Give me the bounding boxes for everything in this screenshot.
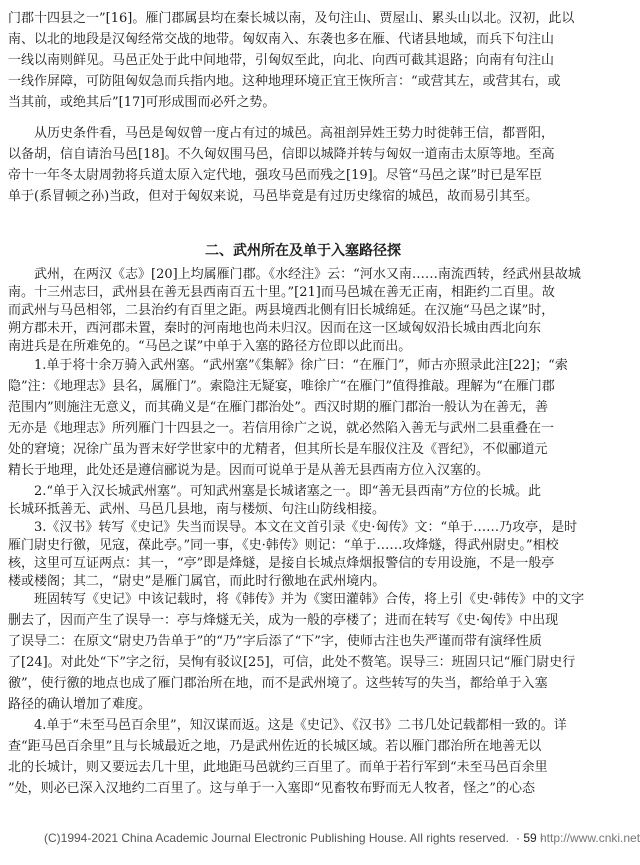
- text-line: 路径的确认增加了难度。: [8, 697, 152, 712]
- text-line: 查“距马邑百余里”且与长城最近之地，乃是武州佐近的长城区域。若以雁门郡治所在地善无以: [8, 739, 542, 754]
- text-line: 武州，在两汉《志》[20]上均属雁门郡。《水经注》云：“河水又南……南流西转，经武州县故城: [34, 267, 581, 282]
- text-line: 单于(系冒顿之孙)当政，但对于匈奴来说，马邑毕竟是有过历史缘宿的城邑，故而易引其至。: [8, 189, 539, 204]
- text-line: 2.“单于入汉长城武州塞”。可知武州塞是长城诸塞之一。即“善无县西南”方位的长城。此: [34, 484, 541, 499]
- text-line: 北的长城计，则又要远去几十里，此地距马邑就约三百里了。而单于若行军到“未至马邑百余里: [8, 760, 548, 775]
- text-line: 无亦是《地理志》所列雁门十四县之一。若信用徐广之说，就必然陷入善无与武州二县重叠在一: [8, 421, 555, 436]
- text-line: 当其前，或绝其后”[17]可形成围而必歼之势。: [8, 95, 276, 110]
- text-line: 从历史条件看，马邑是匈奴曾一度占有过的城邑。高祖剖异姓王势力时徙韩王信，都晋阳，: [34, 126, 555, 141]
- copyright-notice: (C)1994-2021 China Academic Journal Electronic Publishing House. All rights reserved.: [44, 831, 509, 845]
- footer-url: http://www.cnki.net: [540, 831, 640, 845]
- text-line: 南。十三州志曰，武州县在善无县西南百五十里。”[21]而马邑城在善无正南，相距约二百里。故: [8, 285, 555, 300]
- text-line: ”处，则必已深入汉地约二百里了。这与单于一入塞即“见畜牧布野而无人牧者，怪之”的心态: [8, 781, 535, 796]
- text-line: 隐”注：《地理志》县名，属雁门”。索隐注无疑宴，唯徐广“在雁门”值得推敲。理解为“在雁门郡: [8, 379, 555, 394]
- text-line: 了误导二：在原文“尉史乃告单于”的“乃”字后添了“下”字，使师古注也失严谨而带有演绎性质: [8, 634, 542, 649]
- text-line: 1.单于将十余万骑入武州塞。“武州塞”《集解》徐广曰：“在雁门”，师古亦照录此注[22]；“索: [34, 358, 568, 373]
- text-line: 南、以北的地段是汉匈经常交战的地带。匈奴南入、东袭也多在雁、代诸县地域，而兵下句注山: [8, 32, 555, 47]
- text-line: 徼”，使行徼的地点也成了雁门郡治所在地，而不是武州境了。这些转写的失当，都给单于入塞: [8, 676, 548, 691]
- text-line: 雁门尉史行徼，见寇，葆此亭。”同一事，《史·韩传》则记：“单于……攻烽燧，得武州尉史。”相校: [8, 538, 559, 553]
- text-line: 班固转写《史记》中该记载时，将《韩传》并为《窦田灌韩》合传，将上引《史·韩传》中的文字: [34, 592, 585, 607]
- text-line: 门郡十四县之一”[16]。雁门郡属县均在秦长城以南，及句注山、贾屋山、累头山以北。汉初，此以: [8, 11, 575, 26]
- text-line: 南进兵是在所难免的。“马邑之谋”中单于入塞的路径方位即以此而出。: [8, 339, 412, 354]
- text-line: 了[24]。对此处“下”字之衍，吴恂有驳议[25]，可信，此处不赘笔。误导三：班固只记“雁门尉史行: [8, 655, 576, 670]
- text-line: 一线以南则鲜见。马邑正处于此中间地带，引匈奴至此，向北、向西可截其退路；向南有句注山: [8, 53, 555, 68]
- text-line: 删去了，因而产生了误导一：亭与烽燧无关，成为一般的亭楼了；进而在转写《史·匈传》中出现: [8, 613, 559, 628]
- text-line: 处的窘境；况徐广虽为晋末好学世家中的尤精者，但其所长是车服仪注及《晋纪》，不似郦道元: [8, 442, 548, 457]
- text-line: 3.《汉书》转写《史记》失当而误导。本文在文首引录《史·匈传》文：“单于……乃攻亭，是时: [34, 520, 578, 535]
- page-footer: [0, 826, 640, 850]
- section-heading: 二、武州所在及单于入塞路径探: [205, 243, 401, 259]
- text-line: 以备胡，信自请治马邑[18]。不久匈奴围马邑，信即以城降并转与匈奴一道南击太原等地。至高: [8, 147, 555, 162]
- text-line: 一线作屏障，可防阻匈奴急而兵指内地。这种地理环境正宜王恢所言：“或营其左，或营其右，或: [8, 74, 561, 89]
- text-line: 帝十一年冬太尉周勃将兵道太原入定代地，强攻马邑而残之[19]。尽管“马邑之谋”时已是军臣: [8, 168, 542, 183]
- text-line: 而武州与马邑相邻，二县治约有百里之距。两县境西北侧有旧长城绵延。在汉施“马邑之谋”时，: [8, 303, 555, 318]
- text-line: 核，这里可互证两点：其一，“亭”即是烽燧，是接自长城点烽烟报警信的专用设施，不是一般亭: [8, 556, 555, 571]
- text-line: 长城环抵善无、武州、马邑几县地，南与楼烦、句注山防线相接。: [8, 502, 386, 517]
- text-line: 范围内”则施注无意义，而其确义是“在雁门郡治处”。西汉时期的雁门郡治一般认为在善无，善: [8, 400, 548, 415]
- text-line: 精长于地理，此处还是遵信郦说为是。因而可说单于是从善无县西南方位入汉塞的。: [8, 463, 490, 478]
- text-line: 朔方郡未开，西河郡未置，秦时的河南地也尚未归汉。因而在这一区域匈奴沿长城由西北向东: [8, 321, 542, 336]
- text-line: 4.单于“未至马邑百余里”，知汉谋而返。这是《史记》、《汉书》二书几处记载都相一致的。详: [34, 718, 567, 733]
- text-line: 楼或楼阁；其二，“尉史”是雁门属官，而此时行徼地在武州境内。: [8, 574, 386, 589]
- page-number: · 59 ·: [516, 831, 545, 845]
